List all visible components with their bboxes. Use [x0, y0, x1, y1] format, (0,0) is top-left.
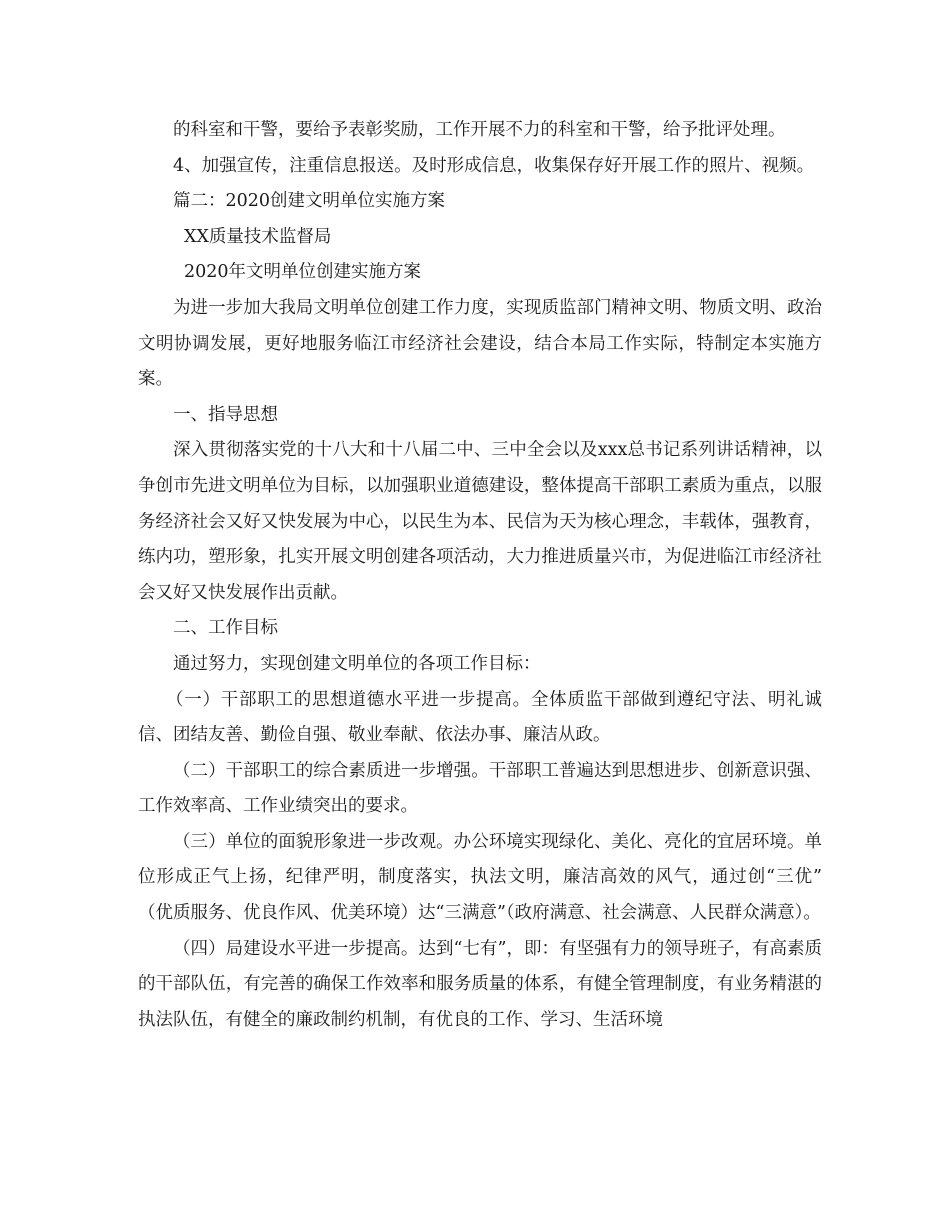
paragraph-intro: 为进一步加大我局文明单位创建工作力度，实现质监部门精神文明、物质文明、政治文明协调发展，更好地服务临江市经济社会建设，结合本局工作实际，特制定本实施方案。: [138, 297, 822, 390]
organization-name: XX质量技术监督局: [184, 226, 332, 247]
document-title: 2020年文明单位创建实施方案: [184, 262, 422, 283]
section-heading-part-two: 篇二：2020创建文明单位实施方案: [173, 191, 446, 212]
paragraph-goal-2: （二）干部职工的综合素质进一步增强。干部职工普遍达到思想进步、创新意识强、工作效率高、工作业绩突出的要求。: [138, 760, 822, 817]
paragraph-guiding-thought: 深入贯彻落实党的十八大和十八届二中、三中全会以及xxx总书记系列讲话精神，以争创市先进文明单位为目标，以加强职业道德建设，整体提高干部职工素质为重点，以服务经济社会又好又快发展为中心，以民生为本、民信为天为核心理念，丰载体，强教育，练内功，塑形象，扎实开展文明创建各项活动，大力推进质量兴市，为促进临江市经济社会又好又快发展作出贡献。: [138, 440, 822, 603]
heading-work-goals: 二、工作目标: [173, 618, 278, 639]
paragraph-goal-1: （一）干部职工的思想道德水平进一步提高。全体质监干部做到遵纪守法、明礼诚信、团结友善、勤俭自强、敬业奉献、依法办事、廉洁从政。: [138, 689, 822, 746]
paragraph-goal-3: （三）单位的面貌形象进一步改观。办公环境实现绿化、美化、亮化的宜居环境。单位形成正气上扬，纪律严明，制度落实，执法文明，廉洁高效的风气，通过创“三优” （优质服务、优良作风、优美环境）达“三满意”（政府满意、社会满意、人民群众满意）。: [138, 831, 840, 924]
paragraph-item-4: 4、加强宣传，注重信息报送。及时形成信息，收集保存好开展工作的照片、视频。: [173, 155, 815, 176]
document-body: [138, 113, 840, 1038]
paragraph-continuation: 的科室和干警，要给予表彰奖励，工作开展不力的科室和干警，给予批评处理。: [173, 120, 786, 140]
heading-guiding-thought: 一、指导思想: [173, 404, 278, 425]
paragraph-goals-intro: 通过努力，实现创建文明单位的各项工作目标：: [173, 653, 541, 674]
paragraph-goal-4: （四）局建设水平进一步提高。达到“七有”，即：有坚强有力的领导班子，有高素质的干部队伍，有完善的确保工作效率和服务质量的体系，有健全管理制度，有业务精湛的执法队伍，有健全的廉政制约机制，有优良的工作、学习、生活环境: [138, 938, 822, 1030]
